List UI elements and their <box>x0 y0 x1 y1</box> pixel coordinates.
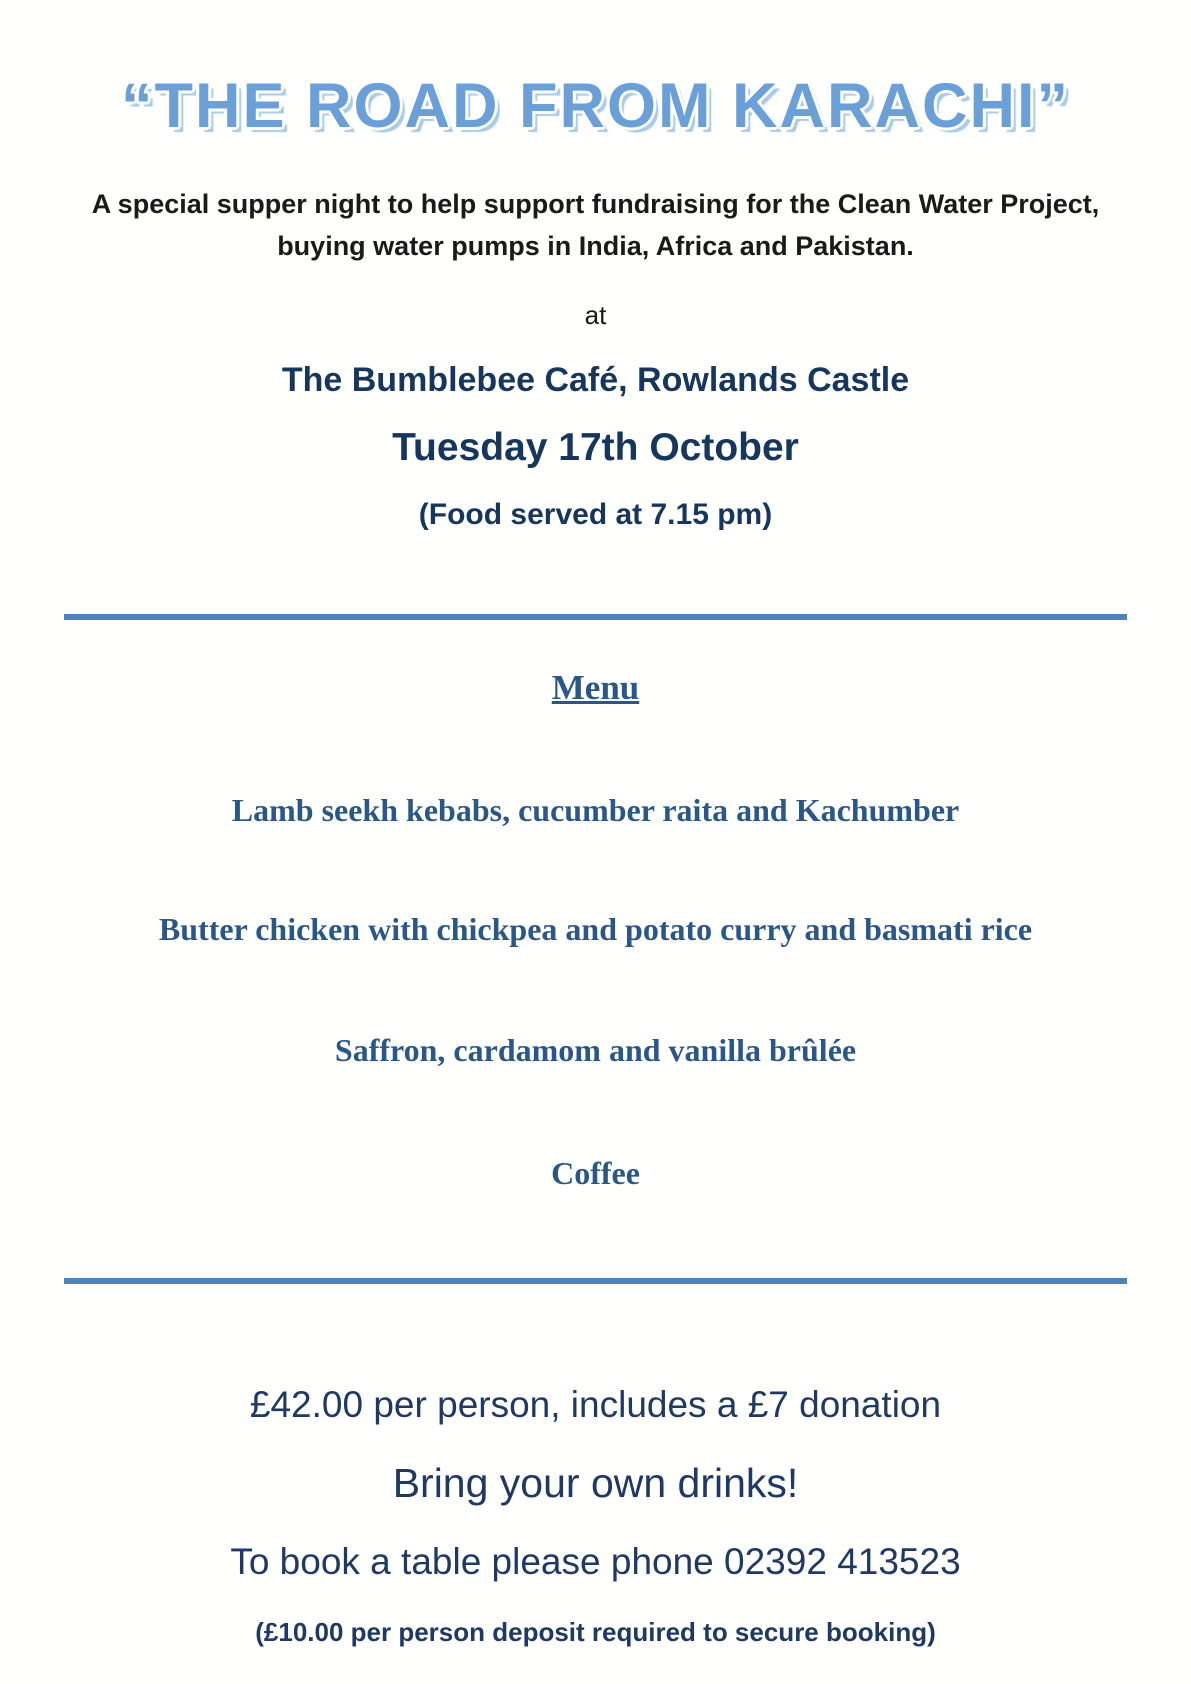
divider-top <box>64 614 1127 620</box>
menu-item-main: Butter chicken with chickpea and potato curry and basmati rice <box>158 910 1033 947</box>
intro-line-1: A special supper night to help support fundraising for the Clean Water Project, <box>91 189 1100 219</box>
menu-item-coffee: Coffee <box>551 1154 640 1191</box>
menu-item-starter: Lamb seekh kebabs, cucumber raita and Kachumber <box>231 791 960 828</box>
venue-name: The Bumblebee Café, Rowlands Castle <box>281 360 910 399</box>
menu-heading: Menu <box>551 667 640 707</box>
at-label: at <box>584 299 607 330</box>
price-info: £42.00 per person, includes a £7 donation <box>249 1383 942 1425</box>
intro-text <box>0 184 1191 268</box>
food-served-time: (Food served at 7.15 pm) <box>418 497 773 531</box>
page-title: “THE ROAD FROM KARACHI” <box>121 71 1070 141</box>
booking-phone-line: To book a table please phone 02392 413523 <box>230 1540 961 1582</box>
event-date: Tuesday 17th October <box>392 425 799 469</box>
byo-drinks-note: Bring your own drinks! <box>392 1459 799 1506</box>
menu-item-dessert: Saffron, cardamom and vanilla brûlée <box>334 1031 857 1068</box>
divider-bottom <box>64 1278 1127 1284</box>
deposit-note: (£10.00 per person deposit required to secure booking) <box>255 1616 936 1647</box>
intro-line-2: buying water pumps in India, Africa and Pakistan. <box>277 230 914 261</box>
